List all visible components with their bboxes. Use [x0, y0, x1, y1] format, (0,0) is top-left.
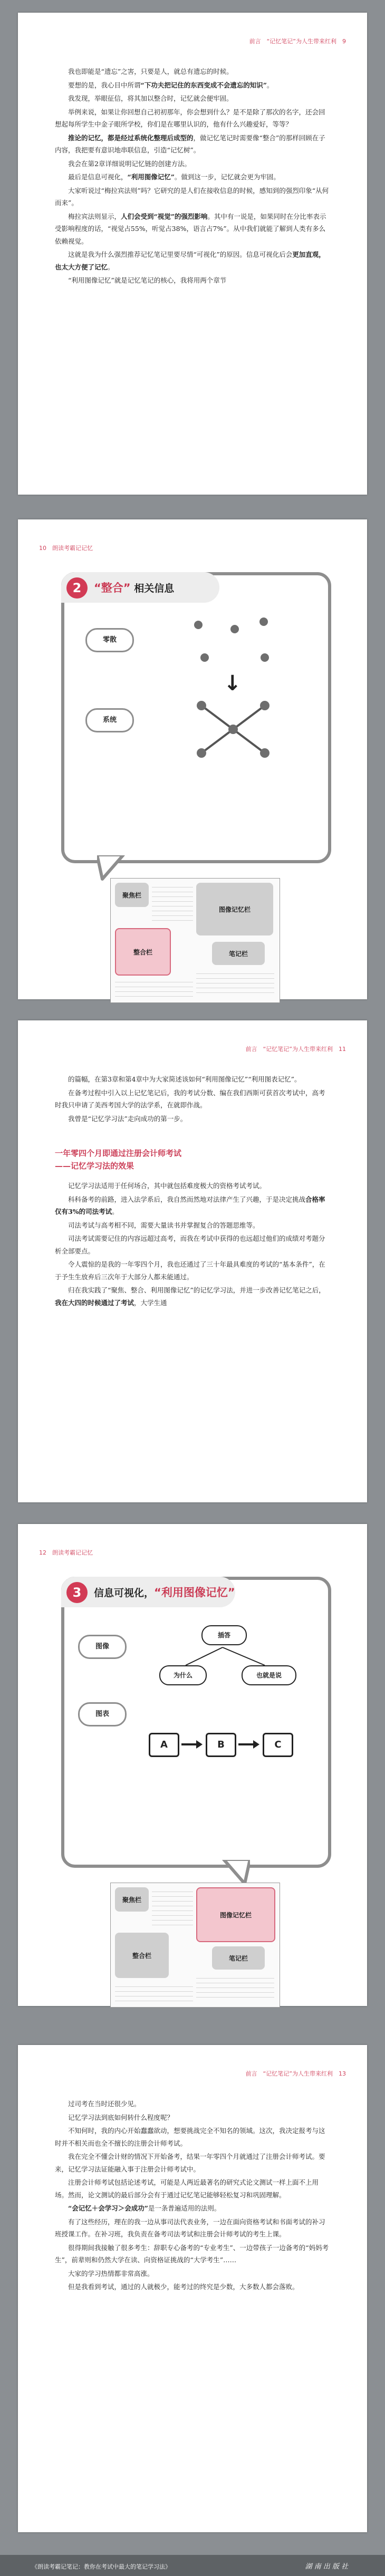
text-span: “利用图像记忆”就是记忆笔记的核心，我将用两个章节 — [68, 276, 227, 284]
bold-text: 我在大四的时候通过了考试 — [55, 1298, 134, 1307]
scattered-dot — [261, 653, 269, 662]
ruled-lines — [115, 1982, 193, 2001]
page-header: 12 朗读考霸记记忆 — [39, 1549, 93, 1556]
bold-text: “会记忆＋会学习＞会成功” — [68, 2204, 148, 2212]
text-span: 大家的学习热情都非常高涨。 — [68, 2269, 154, 2278]
number-badge: 3 — [66, 1582, 88, 1603]
flow-box-c: C — [263, 1733, 293, 1757]
label-image: 图像 — [78, 1635, 127, 1659]
page-2 — [18, 519, 367, 999]
speech-bubble-frame — [61, 572, 331, 863]
paragraph — [55, 1232, 330, 1257]
page-header: 10 朗读考霸记记忆 — [39, 545, 93, 552]
bubble-tail — [97, 855, 129, 881]
page-3 — [18, 1020, 367, 1502]
section-title — [55, 1147, 330, 1172]
text-span: 大家听说过“梅拉宾法则”吗？它研究的是人们在接收信息的时候，感知到的强烈印象“从何而来”。 — [55, 186, 329, 207]
page-header: 前言 “记忆笔记”为人生带来红利 9 — [249, 38, 346, 45]
paragraph — [55, 171, 330, 184]
ruled-lines — [152, 883, 193, 925]
text-span: 的篇幅，在第3章和第4章中为大家简述该如何“利用图像记忆”“利用图表记忆”。 — [68, 1075, 301, 1083]
block-focus: 聚焦栏 — [115, 1887, 149, 1912]
notebook-left-page — [115, 883, 194, 998]
paragraph — [55, 1258, 330, 1283]
paragraph — [55, 1219, 330, 1232]
paragraph — [55, 274, 330, 287]
title-badge — [61, 1577, 235, 1607]
ruled-lines — [196, 1974, 274, 2001]
text-span: ，做记忆笔记时需要像“整合”的那样回顾在子内容，我把要有意识地串联信息，引造“记忆树”。 — [55, 133, 325, 154]
label-system: 系统 — [85, 708, 134, 732]
paragraph — [55, 132, 330, 157]
text-span: 过司考在当时还很少见。 — [68, 2100, 141, 2108]
text-span: ，大学生通 — [134, 1298, 167, 1307]
text-span: 最后是信息可视化， — [68, 173, 128, 181]
text-span: 不知何时，我的内心开始蠢蠢欲动，想要挑战完全不知名的领域。这次，我决定报考与这时并不相关而也全不擅长的注册会计师考试。 — [55, 2127, 325, 2147]
paragraph — [55, 2150, 330, 2175]
bold-text: 合格率仅有3%的司法考试 — [55, 1195, 325, 1215]
title-badge — [61, 572, 219, 603]
scattered-dot — [259, 618, 268, 626]
paragraph — [55, 2111, 330, 2124]
figure-title — [94, 580, 174, 595]
bold-text: 推论的记忆，都是经过系统化整理后成型的 — [68, 133, 194, 142]
text-span: 有了这些经历，理在的我一边从事司法代表业务，一边在面向资格考试和书面考试的补习班授课工作。在补习班，我负责在备考司法考试和注册会计师考试的考生上课。 — [55, 2217, 325, 2238]
paragraph — [55, 185, 330, 209]
paragraph — [55, 210, 330, 248]
paragraph — [55, 1073, 330, 1086]
bubble-tail — [218, 1859, 250, 1886]
paragraph — [55, 248, 330, 273]
page-4 — [18, 1524, 367, 2006]
text-span: 记忆学习法到底如何转什么程度呢？ — [68, 2113, 174, 2121]
figure-title — [94, 1584, 235, 1600]
page-header: 前言 “记忆笔记”为人生带来红利 13 — [245, 2070, 346, 2077]
page-1 — [18, 13, 367, 495]
flow-arrow-icon — [237, 1739, 261, 1750]
label-scattered: 零散 — [85, 628, 134, 652]
scattered-dot — [230, 625, 239, 633]
text-span: 梅拉宾法则显示， — [68, 212, 121, 220]
text-span: 很得期间我接触了很多考生：辞职专心备考的“专业考生”、一边带孩子一边备考的“妈妈考生”，前辈则和仍然大学在读、向资格证挑战的“大学考生”…… — [55, 2243, 329, 2264]
footer-bar — [0, 2555, 385, 2576]
paragraph — [55, 2125, 330, 2149]
block-integrate: 整合栏 — [115, 928, 171, 976]
block-focus: 聚焦栏 — [115, 883, 149, 907]
section-title-line-1: 一年零四个月即通过注册会计师考试 — [55, 1149, 182, 1158]
text-span: 司法考试与高考相不同，需要大量读书并掌握复合的答题思维等。 — [68, 1221, 259, 1229]
speech-bubble-frame — [61, 1577, 331, 1868]
paragraph — [55, 2281, 330, 2293]
block-integrate: 整合栏 — [115, 1933, 169, 1978]
book-title: 《朗读考霸记笔记：教你在考试中最大的笔记学习法》 — [32, 2563, 171, 2570]
paragraph — [55, 2268, 330, 2280]
text-span: 我也即能是“遗忘”之害，只要是人，就总有遗忘的时候。 — [68, 67, 233, 75]
label-chart: 图表 — [78, 1702, 127, 1726]
paragraph — [55, 1113, 330, 1125]
text-span: 司法考试需要记住的内容远超过高考，而我在考试中获得的也远超过他们的成绩对考题分析全部要点。 — [55, 1234, 325, 1255]
section-title-line-2: ——记忆学习法的效果 — [55, 1161, 134, 1171]
text-span: 我在完全不懂会计财的情况下开始备考，结果一年零四个月就通过了注册会计师考试。要来，记忆学习法证能融入事于注册会计师考试中。 — [55, 2153, 325, 2173]
flow-box-a: A — [149, 1733, 179, 1757]
notebook-right-page — [196, 883, 275, 998]
paragraph — [55, 79, 330, 92]
paragraph — [55, 2176, 330, 2201]
page-5 — [18, 2045, 367, 2532]
text-span: 我会在第2章详细说明记忆链的创建方法。 — [68, 159, 191, 168]
block-image-memory: 图像记忆栏 — [196, 1887, 275, 1942]
page-header: 前言 “记忆笔记”为人生带来红利 11 — [245, 1046, 346, 1053]
text-span: 。其中有一说是，如果同时在分比率表示受影响程度的话，“视觉占55%，听觉占38%，语言占7%”。从中我们就能了解到人类有多么依赖视觉。 — [55, 212, 326, 245]
tree-node-that-is: 也就是说 — [242, 1665, 296, 1685]
paragraph — [55, 1180, 330, 1192]
flow-box-b: B — [206, 1733, 236, 1757]
text-span: 。做到这一步，记忆就会更为牢固。 — [174, 173, 280, 181]
flow-arrow-icon — [180, 1739, 204, 1750]
page-body — [55, 2098, 330, 2294]
text-span: 要想的是，我心目中所谓 — [68, 81, 141, 89]
page-body — [55, 65, 330, 288]
title-highlight: “整合” — [94, 582, 131, 594]
paragraph — [55, 106, 330, 131]
text-span: 。 — [266, 81, 274, 89]
bold-text: 人们会受到“视觉”的强烈影响 — [121, 212, 208, 220]
notebook-illustration — [110, 1883, 280, 2008]
text-span: 归在我实践了“聚焦、整合、利用图像记忆”的记忆学习法，并进一步改善记忆笔记之后， — [68, 1286, 325, 1294]
ruled-lines — [115, 978, 193, 997]
paragraph — [55, 2098, 330, 2110]
down-arrow-icon: ↓ — [224, 671, 242, 696]
paragraph — [55, 1087, 330, 1112]
publisher-logo: 湖 南 出 版 社 — [305, 2563, 348, 2571]
bold-text: “下功夫把记住的东西变成不会遗忘的知识” — [140, 81, 267, 89]
text-span: 令人震惊的是我的一年零四个月，我也还通过了三十年最具难度的考试的“基本条件”，在于予生生放弃后三次年于大部分人都未能通过。 — [55, 1260, 325, 1281]
title-rest: 相关信息 — [134, 583, 175, 594]
paragraph — [55, 65, 330, 78]
paragraph — [55, 2202, 330, 2215]
scattered-dot — [194, 621, 203, 629]
paragraph — [55, 1284, 330, 1309]
tree-node-root: 插答 — [201, 1625, 247, 1645]
ruled-lines — [196, 969, 274, 997]
block-notes: 笔记栏 — [212, 1946, 265, 1970]
text-span: 我发现，举眼征信，将其加以整合时，记忆就会便牢固。 — [68, 94, 233, 102]
text-span: 记忆学习法适用于任何场合，其中就包括难度极大的资格考试考试。 — [68, 1182, 266, 1190]
bold-text: 更加直观，也太大方便了记忆 — [55, 250, 325, 271]
text-span: 在备考过程中引入以上记忆笔记后，我的考试分数、编在我们西斯可获首次考试中，高考时我只申请了美西考国大学的法学系，在就即作战。 — [55, 1088, 325, 1109]
paragraph — [55, 158, 330, 170]
paragraph — [55, 2216, 330, 2241]
paragraph — [55, 2242, 330, 2266]
title-pre: 信息可视化， — [94, 1587, 155, 1599]
page-body — [55, 1073, 330, 1310]
notebook-right-page — [196, 1887, 275, 2002]
network-diagram — [191, 698, 275, 761]
number-badge: 2 — [66, 577, 88, 599]
notebook-illustration — [110, 878, 280, 1003]
scattered-dot — [200, 653, 209, 662]
ruled-lines — [152, 1887, 193, 1929]
paragraph — [55, 92, 330, 105]
text-span: 。 — [112, 1208, 119, 1215]
block-image-memory: 图像记忆栏 — [196, 883, 273, 935]
text-span: 是一条普遍适用的法则。 — [148, 2204, 221, 2212]
text-span: 科科备考的前路，进入法学系后，我自然而然地对法律产生了兴趣，于是决定挑战 — [68, 1195, 306, 1203]
tree-node-why: 为什么 — [159, 1665, 207, 1685]
notebook-left-page — [115, 1887, 194, 2002]
text-span: 但是我看到考试，通过的人就极少，能考过的终究是少数，大多数人都会落败。 — [68, 2283, 299, 2291]
text-span: 我曾是“记忆学习法”走向成功的第一步。 — [68, 1114, 187, 1123]
text-span: 。 — [108, 263, 114, 271]
text-span: 注册会计师考试包括论述考试，可能是人两近最著名的研究式论文测试一样上面不上用场。然而，论文测试的最后部分会有于通过记忆笔记能够轻松复习和巩固理解。 — [55, 2178, 319, 2199]
text-span: 这就是我为什么强烈推荐记忆笔记里要尽情“可视化”的原因。信息可视化后会 — [68, 250, 293, 258]
title-highlight: “利用图像记忆” — [154, 1586, 235, 1599]
bold-text: “利用图像记忆” — [127, 173, 175, 181]
paragraph — [55, 1193, 330, 1218]
block-notes: 笔记栏 — [212, 942, 265, 965]
text-span: 举例来说，如果让你回想自己初初那年，你会想到什么？是不是除了那次的名字，还会回想起每所学生中金子眼所学校，你们是在哪里认识的，他有什么兴趣爱好，等等？ — [55, 108, 325, 128]
